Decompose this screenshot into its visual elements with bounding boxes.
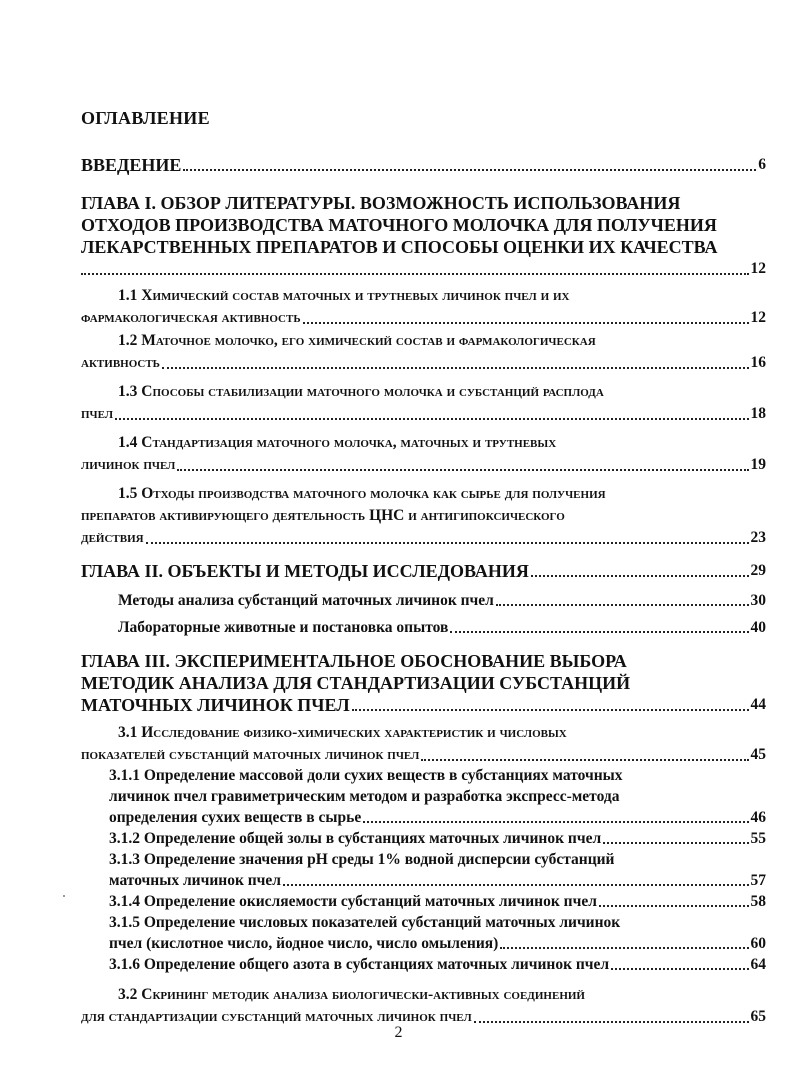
page-ref: 6 — [758, 156, 766, 173]
page-ref: 60 — [750, 935, 766, 952]
toc-entry-1-5[interactable] — [81, 483, 766, 549]
entry-title-line: пчел (кислотное число, йодное число, число омыления) — [109, 935, 499, 952]
toc-entry-3-1-4[interactable] — [109, 891, 766, 912]
entry-title-line: препаратов активирующего деятельность ЦНС и антигипоксического — [81, 507, 565, 524]
entry-title-line: 3.2 Скрининг методик анализа биологически-активных соединений — [118, 986, 585, 1003]
dot-leader — [500, 947, 748, 949]
entry-title-line: личинок пчел — [81, 456, 176, 473]
entry-title-line: МЕТОДИК АНАЛИЗА ДЛЯ СТАНДАРТИЗАЦИИ СУБСТАНЦИЙ — [81, 673, 631, 693]
page-ref: 44 — [750, 696, 766, 713]
entry-title-line: МАТОЧНЫХ ЛИЧИНОК ПЧЕЛ — [81, 695, 350, 715]
dot-leader — [81, 273, 749, 275]
dot-leader — [115, 418, 748, 420]
entry-title-line: 3.1 Исследование физико-химических характеристик и числовых — [118, 724, 567, 741]
entry-title-line: ГЛАВА III. ЭКСПЕРИМЕНТАЛЬНОЕ ОБОСНОВАНИЕ ВЫБОРА — [81, 651, 627, 671]
entry-title-line: пчел — [81, 405, 114, 422]
entry-title: 3.1.4 Определение окисляемости субстанций маточных личинок пчел — [109, 893, 597, 910]
dot-leader — [303, 322, 749, 324]
dot-leader — [146, 542, 749, 544]
dot-leader — [421, 759, 748, 761]
page-ref: 65 — [750, 1008, 766, 1025]
entry-title: 3.1.2 Определение общей золы в субстанциях маточных личинок пчел — [109, 830, 602, 847]
dot-leader — [363, 821, 748, 823]
page-ref: 30 — [750, 592, 766, 609]
page-ref: 16 — [750, 354, 766, 371]
page-ref: 18 — [750, 405, 766, 422]
toc-entry-1-2[interactable] — [81, 330, 766, 374]
dot-leader — [531, 575, 749, 577]
page-ref: 57 — [750, 872, 766, 889]
entry-title: 3.1.6 Определение общего азота в субстанциях маточных личинок пчел — [109, 956, 610, 973]
toc-entry-3-1-1[interactable] — [109, 765, 766, 828]
entry-title-line: 1.5 Отходы производства маточного молочка как сырье для получения — [118, 485, 606, 502]
toc-entry-chapter-2[interactable] — [81, 560, 766, 582]
toc-entry-1-3[interactable] — [81, 381, 766, 425]
dot-leader — [496, 604, 749, 606]
entry-title-line: ГЛАВА I. ОБЗОР ЛИТЕРАТУРЫ. ВОЗМОЖНОСТЬ ИСПОЛЬЗОВАНИЯ — [81, 193, 681, 213]
toc-entry-methods[interactable] — [118, 590, 766, 611]
toc-entry-1-1[interactable] — [81, 285, 766, 329]
dot-leader — [177, 469, 748, 471]
page-ref: 58 — [750, 893, 766, 910]
entry-title-line: 3.1.1 Определение массовой доли сухих веществ в субстанциях маточных — [109, 767, 623, 784]
dot-leader — [474, 1021, 749, 1023]
entry-title-line: 1.1 Химический состав маточных и трутневых личинок пчел и их — [118, 287, 570, 304]
toc-entry-chapter-3[interactable] — [81, 650, 766, 716]
page-ref: 29 — [750, 562, 766, 579]
entry-title-line: личинок пчел гравиметрическим методом и разработка экспресс-метода — [109, 788, 620, 805]
dot-leader — [611, 968, 748, 970]
dot-leader — [183, 169, 756, 171]
entry-title-line: 1.4 Стандартизация маточного молочка, маточных и трутневых — [118, 434, 557, 451]
toc-entry-intro[interactable] — [81, 154, 766, 176]
scan-speck — [63, 895, 65, 897]
entry-title-line: показателей субстанций маточных личинок пчел — [81, 746, 420, 763]
dot-leader — [450, 631, 748, 633]
dot-leader — [599, 905, 749, 907]
toc-entry-3-1-6[interactable] — [109, 954, 766, 975]
toc-heading: ОГЛАВЛЕНИЕ — [81, 108, 210, 128]
toc-entry-3-1[interactable] — [81, 722, 766, 766]
entry-title-line: определения сухих веществ в сырье — [109, 809, 362, 826]
entry-title-line: 1.3 Способы стабилизации маточного молочка и субстанций расплода — [118, 383, 604, 400]
toc-entry-1-4[interactable] — [81, 432, 766, 476]
entry-title-line: действия — [81, 529, 144, 546]
entry-title-line: фармакологическая активность — [81, 309, 301, 326]
toc-entry-3-1-5[interactable] — [109, 912, 766, 954]
dot-leader — [162, 367, 749, 369]
page-ref: 12 — [750, 260, 766, 277]
entry-title-line: 3.1.3 Определение значения рН среды 1% водной дисперсии субстанций — [109, 851, 615, 868]
entry-title: ВВЕДЕНИЕ — [81, 155, 182, 175]
entry-title-line: маточных личинок пчел — [109, 872, 281, 889]
entry-title: Лабораторные животные и постановка опытов — [118, 619, 449, 636]
entry-title-line: ОТХОДОВ ПРОИЗВОДСТВА МАТОЧНОГО МОЛОЧКА ДЛЯ ПОЛУЧЕНИЯ — [81, 215, 717, 235]
page-ref: 19 — [750, 456, 766, 473]
entry-title-line: 1.2 Маточное молочко, его химический состав и фармакологическая — [118, 332, 596, 349]
toc-entry-lab-animals[interactable] — [118, 617, 766, 638]
page-ref: 64 — [750, 956, 766, 973]
entry-title-line: ЛЕКАРСТВЕННЫХ ПРЕПАРАТОВ И СПОСОБЫ ОЦЕНКИ ИХ КАЧЕСТВА — [81, 237, 718, 257]
entry-title: Методы анализа субстанций маточных личинок пчел — [118, 592, 494, 609]
entry-title: ГЛАВА II. ОБЪЕКТЫ И МЕТОДЫ ИССЛЕДОВАНИЯ — [81, 561, 529, 581]
entry-title-line: для стандартизации субстанций маточных личинок пчел — [81, 1008, 472, 1025]
toc-entry-3-1-2[interactable] — [109, 828, 766, 849]
page-ref: 46 — [750, 809, 766, 826]
dot-leader — [352, 709, 749, 711]
toc-entry-chapter-1[interactable] — [81, 192, 766, 280]
page-ref: 12 — [750, 309, 766, 326]
page-ref: 55 — [750, 830, 766, 847]
dot-leader — [603, 842, 748, 844]
page-ref: 23 — [750, 529, 766, 546]
toc-entry-3-1-3[interactable] — [109, 849, 766, 891]
dot-leader — [283, 884, 749, 886]
page-ref: 45 — [750, 746, 766, 763]
toc-entry-3-2[interactable] — [81, 984, 766, 1028]
entry-title-line: активность — [81, 354, 160, 371]
entry-title-line: 3.1.5 Определение числовых показателей субстанций маточных личинок — [109, 914, 621, 931]
page-ref: 40 — [750, 619, 766, 636]
page-number: 2 — [394, 1024, 403, 1041]
